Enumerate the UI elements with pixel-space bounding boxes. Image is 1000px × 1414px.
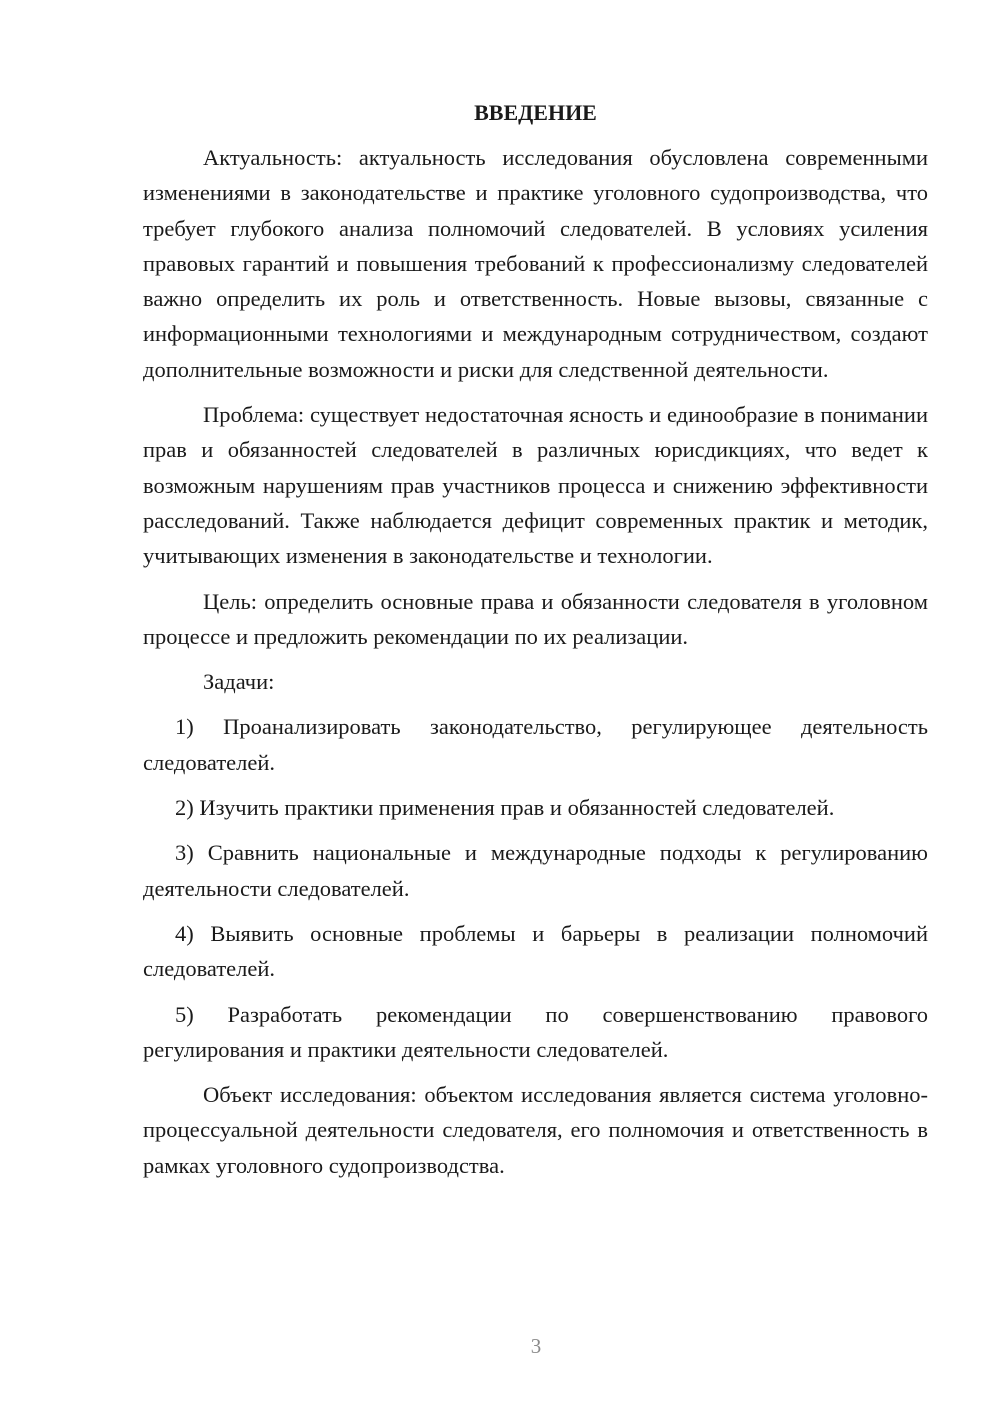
goal-paragraph: Цель: определить основные права и обязанности следователя в уголовном процессе и предложить рекомендации по их реализации.	[143, 588, 928, 649]
task-item-2: 2) Изучить практики применения прав и обязанностей следователей.	[175, 795, 835, 821]
task-item-1: 1) Проанализировать законодательство, регулирующее деятельность следователей.	[143, 714, 928, 775]
task-item-4: 4) Выявить основные проблемы и барьеры в реализации полномочий следователей.	[143, 920, 928, 982]
document-body	[143, 95, 928, 1193]
task-item-3: 3) Сравнить национальные и международные подходы к регулированию деятельности следователей.	[143, 840, 928, 901]
section-heading: ВВЕДЕНИЕ	[474, 100, 597, 125]
object-paragraph: Объект исследования: объектом исследования является система уголовно-процессуальной деятельности следователя, его полномочия и ответственность в рамках уголовного судопроизводства.	[143, 1082, 928, 1178]
task-item-5: 5) Разработать рекомендации по совершенствованию правового регулирования и практики деятельности следователей.	[143, 1001, 928, 1062]
tasks-label: Задачи:	[203, 669, 275, 695]
problem-paragraph: Проблема: существует недостаточная ясность и единообразие в понимании прав и обязанностей следователей в различных юрисдикциях, что ведет к возможным нарушениям прав участников процесса и снижению эффективности расследований. Также наблюдается дефицит современных практик и методик, учитывающих изменения в законодательстве и технологии.	[143, 402, 928, 569]
page-number: 3	[530, 1334, 542, 1358]
relevance-paragraph: Актуальность: актуальность исследования обусловлена современными изменениями в законодательстве и практике уголовного судопроизводства, что требует глубокого анализа полномочий следователей. В условиях усиления правовых гарантий и повышения требований к профессионализму следователей важно определить их роль и ответственность. Новые вызовы, связанные с информационными технологиями и международным сотрудничеством, создают дополнительные возможности и риски для следственной деятельности.	[143, 145, 928, 382]
